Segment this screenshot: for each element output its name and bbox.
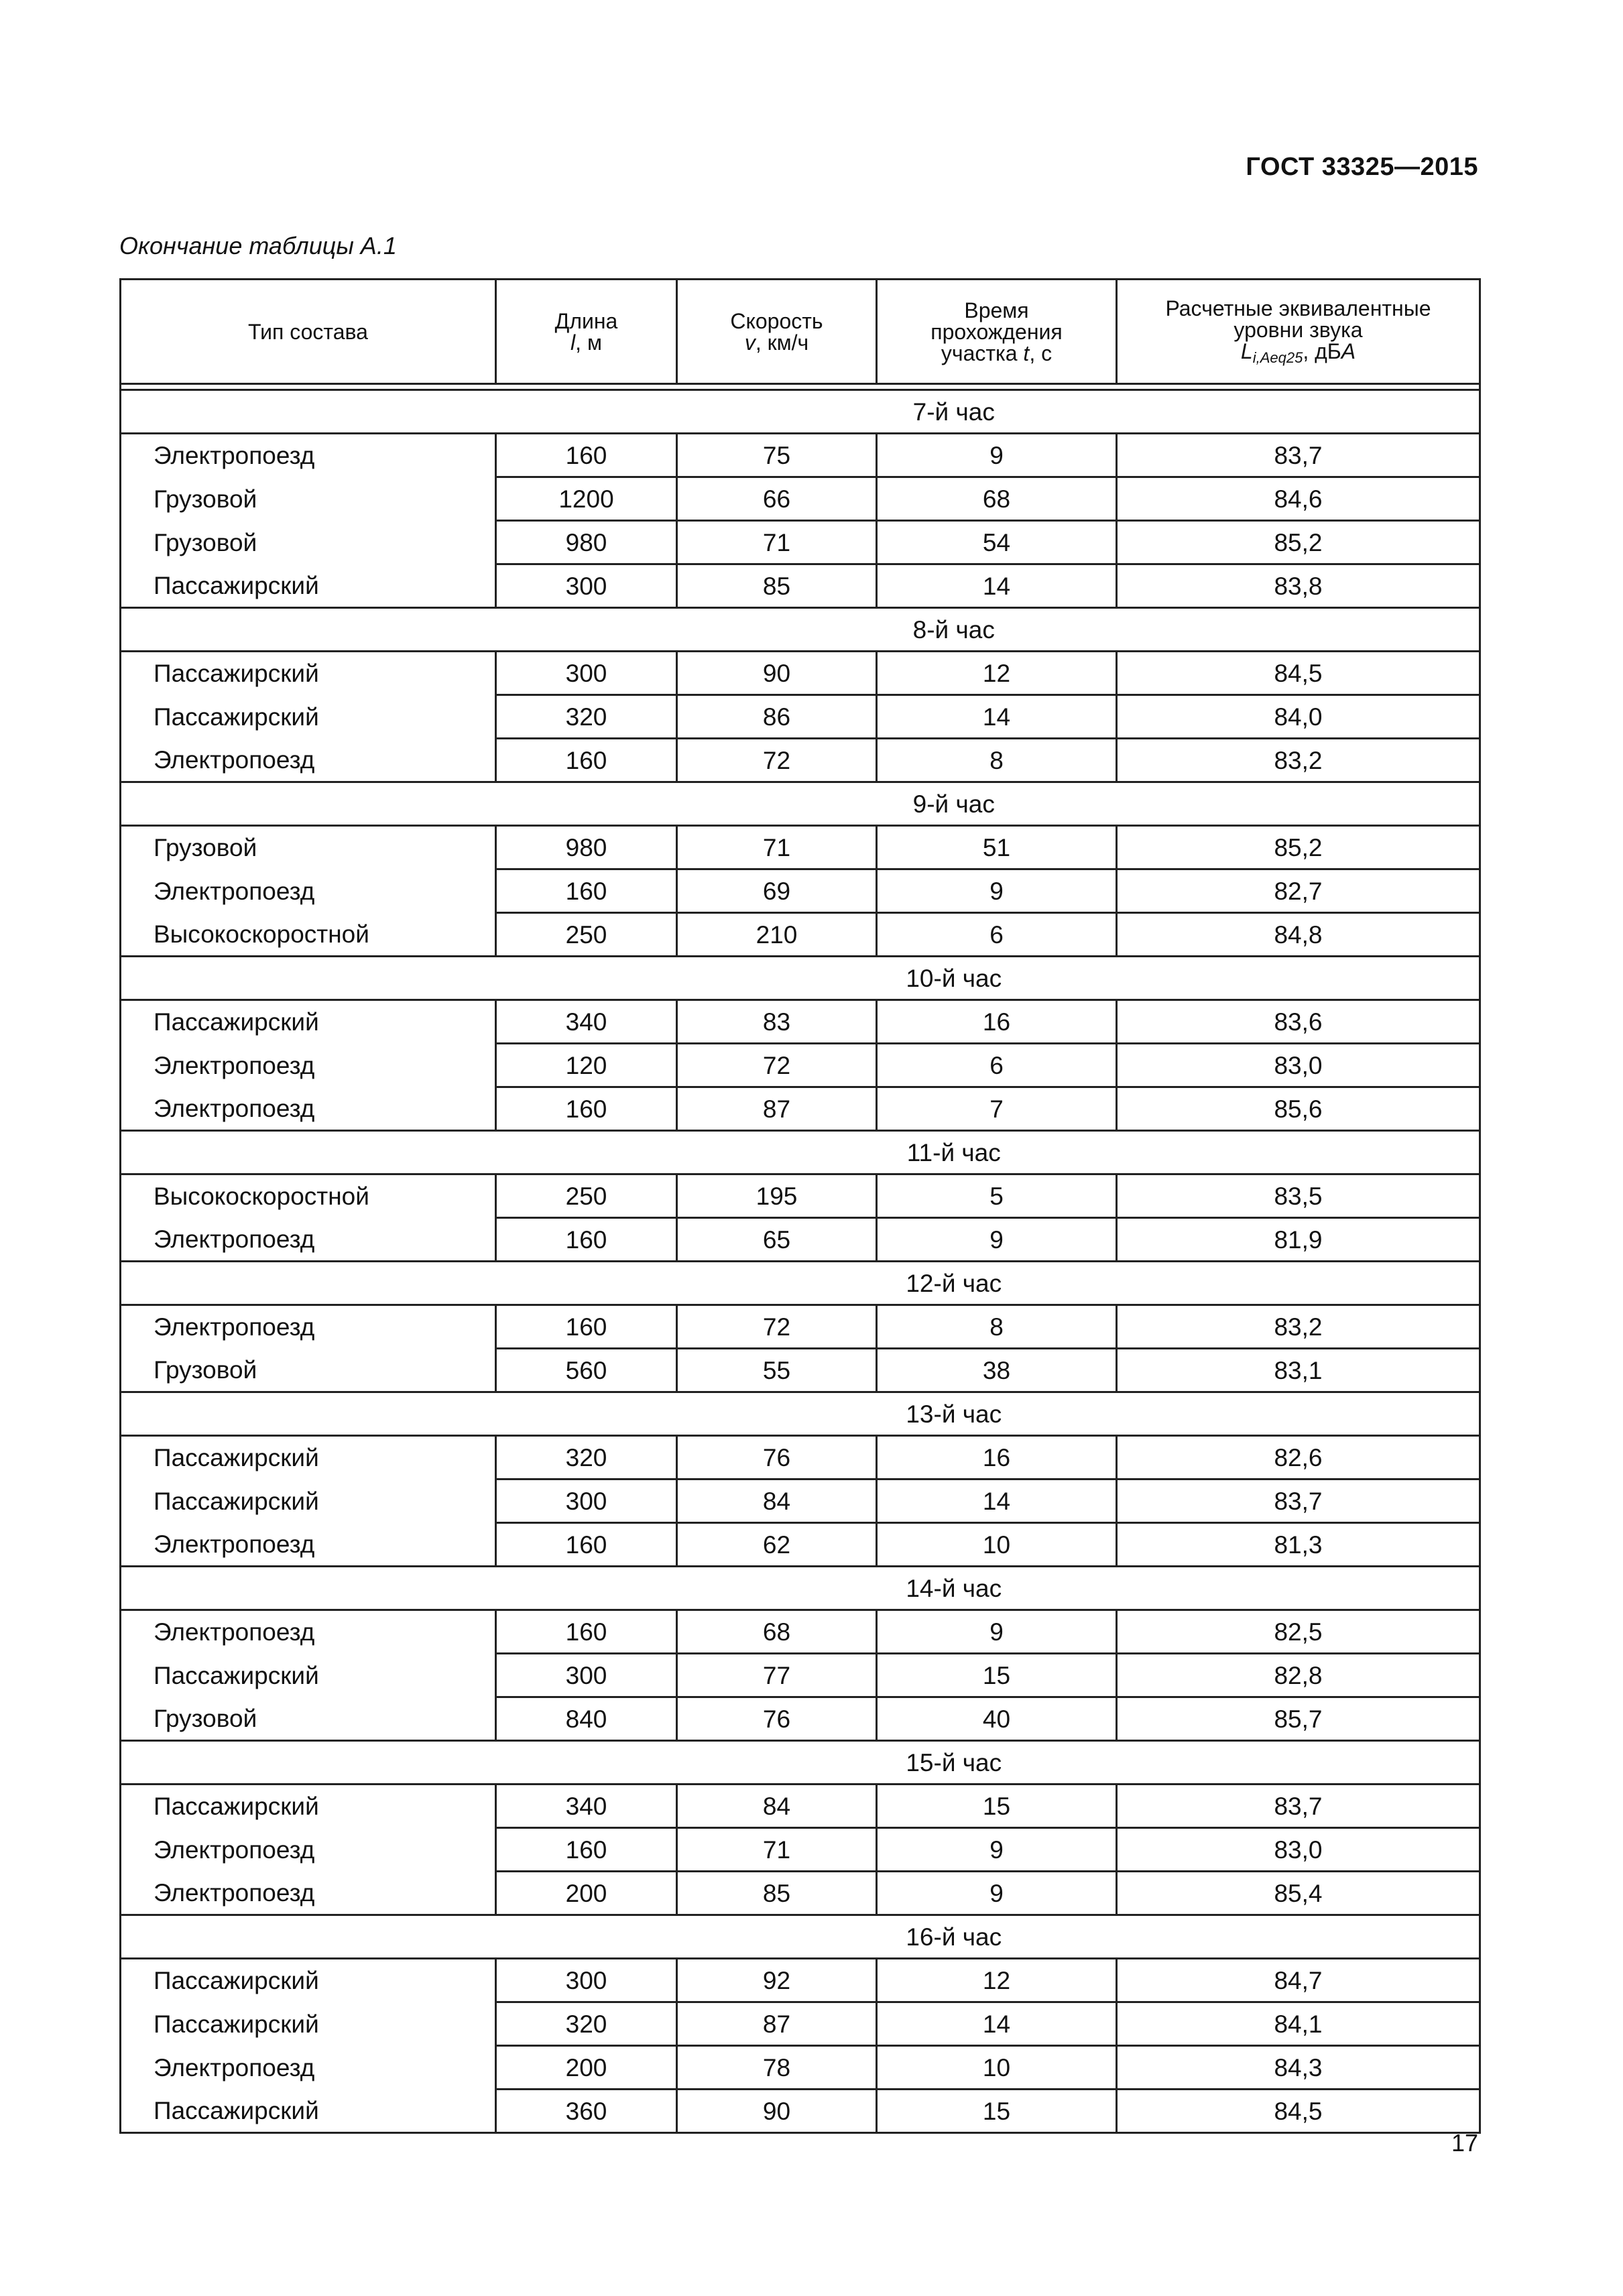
table-row	[121, 1523, 1480, 1567]
cell-speed: 76	[677, 1436, 877, 1479]
cell-time: 9	[877, 1218, 1117, 1262]
cell-type: Электропоезд	[121, 1087, 496, 1131]
cell-speed: 72	[677, 1044, 877, 1087]
table-row	[121, 1218, 1480, 1262]
cell-length: 340	[496, 1785, 677, 1828]
cell-type: Электропоезд	[121, 1872, 496, 1915]
cell-length: 300	[496, 1959, 677, 2002]
table-row	[121, 434, 1480, 477]
hour-row-blank	[121, 782, 496, 826]
hour-group-row	[121, 1392, 1480, 1436]
cell-speed: 90	[677, 652, 877, 695]
table-row	[121, 2002, 1480, 2046]
table-row	[121, 1872, 1480, 1915]
cell-length: 160	[496, 1087, 677, 1131]
cell-speed: 71	[677, 1828, 877, 1872]
cell-length: 300	[496, 1479, 677, 1523]
cell-level: 84,5	[1117, 652, 1480, 695]
hour-group-row	[121, 390, 1480, 434]
cell-time: 8	[877, 1305, 1117, 1349]
cell-time: 68	[877, 477, 1117, 521]
cell-time: 14	[877, 2002, 1117, 2046]
cell-level: 83,0	[1117, 1044, 1480, 1087]
cell-level: 85,7	[1117, 1697, 1480, 1741]
table-row	[121, 2090, 1480, 2133]
cell-type: Пассажирский	[121, 1785, 496, 1828]
cell-level: 85,4	[1117, 1872, 1480, 1915]
hour-group-row	[121, 1915, 1480, 1959]
table-row	[121, 564, 1480, 608]
cell-level: 85,6	[1117, 1087, 1480, 1131]
cell-speed: 85	[677, 1872, 877, 1915]
cell-time: 51	[877, 826, 1117, 869]
cell-time: 12	[877, 652, 1117, 695]
cell-speed: 84	[677, 1479, 877, 1523]
cell-type: Пассажирский	[121, 564, 496, 608]
table-row	[121, 869, 1480, 913]
hour-label: 8-й час	[496, 608, 1480, 652]
cell-time: 14	[877, 564, 1117, 608]
hour-group-row	[121, 1567, 1480, 1610]
cell-level: 83,0	[1117, 1828, 1480, 1872]
hour-label: 11-й час	[496, 1131, 1480, 1174]
hour-label: 15-й час	[496, 1741, 1480, 1785]
cell-level: 82,7	[1117, 869, 1480, 913]
cell-length: 160	[496, 1523, 677, 1567]
cell-speed: 87	[677, 2002, 877, 2046]
cell-length: 1200	[496, 477, 677, 521]
cell-length: 840	[496, 1697, 677, 1741]
cell-length: 340	[496, 1000, 677, 1044]
table-row	[121, 1785, 1480, 1828]
cell-type: Электропоезд	[121, 1523, 496, 1567]
cell-type: Грузовой	[121, 521, 496, 564]
cell-type: Электропоезд	[121, 1305, 496, 1349]
cell-level: 83,7	[1117, 1785, 1480, 1828]
cell-speed: 77	[677, 1654, 877, 1697]
cell-speed: 85	[677, 564, 877, 608]
cell-length: 560	[496, 1349, 677, 1392]
hour-row-blank	[121, 1915, 496, 1959]
cell-length: 980	[496, 826, 677, 869]
cell-time: 54	[877, 521, 1117, 564]
cell-speed: 92	[677, 1959, 877, 2002]
hour-row-blank	[121, 608, 496, 652]
cell-length: 160	[496, 869, 677, 913]
table-row	[121, 477, 1480, 521]
cell-speed: 69	[677, 869, 877, 913]
table-row	[121, 1610, 1480, 1654]
cell-type: Пассажирский	[121, 1436, 496, 1479]
cell-time: 8	[877, 739, 1117, 782]
cell-speed: 78	[677, 2046, 877, 2090]
cell-length: 250	[496, 913, 677, 957]
cell-time: 9	[877, 434, 1117, 477]
cell-level: 84,6	[1117, 477, 1480, 521]
cell-speed: 76	[677, 1697, 877, 1741]
cell-length: 320	[496, 695, 677, 739]
cell-length: 300	[496, 1654, 677, 1697]
hour-label: 14-й час	[496, 1567, 1480, 1610]
cell-level: 85,2	[1117, 521, 1480, 564]
cell-time: 15	[877, 2090, 1117, 2133]
hour-label: 7-й час	[496, 390, 1480, 434]
cell-length: 160	[496, 1305, 677, 1349]
hour-group-row	[121, 608, 1480, 652]
cell-level: 84,7	[1117, 1959, 1480, 2002]
cell-type: Пассажирский	[121, 2090, 496, 2133]
cell-length: 320	[496, 1436, 677, 1479]
cell-speed: 62	[677, 1523, 877, 1567]
hour-label: 16-й час	[496, 1915, 1480, 1959]
table-row	[121, 739, 1480, 782]
cell-level: 84,8	[1117, 913, 1480, 957]
hour-group-row	[121, 782, 1480, 826]
cell-time: 38	[877, 1349, 1117, 1392]
cell-type: Пассажирский	[121, 1000, 496, 1044]
cell-type: Электропоезд	[121, 739, 496, 782]
cell-level: 81,3	[1117, 1523, 1480, 1567]
table-row	[121, 1697, 1480, 1741]
cell-length: 160	[496, 739, 677, 782]
cell-speed: 68	[677, 1610, 877, 1654]
cell-length: 320	[496, 2002, 677, 2046]
cell-time: 7	[877, 1087, 1117, 1131]
cell-type: Пассажирский	[121, 1654, 496, 1697]
col-header-speed: Скорость v, км/ч	[677, 280, 877, 384]
cell-level: 84,3	[1117, 2046, 1480, 2090]
cell-level: 83,1	[1117, 1349, 1480, 1392]
cell-speed: 210	[677, 913, 877, 957]
cell-length: 250	[496, 1174, 677, 1218]
cell-time: 9	[877, 869, 1117, 913]
cell-length: 160	[496, 1218, 677, 1262]
cell-time: 15	[877, 1654, 1117, 1697]
cell-time: 40	[877, 1697, 1117, 1741]
cell-level: 82,6	[1117, 1436, 1480, 1479]
col-header-length: Длина l, м	[496, 280, 677, 384]
table-row	[121, 652, 1480, 695]
hour-row-blank	[121, 1741, 496, 1785]
cell-type: Грузовой	[121, 1349, 496, 1392]
cell-speed: 75	[677, 434, 877, 477]
hour-label: 10-й час	[496, 957, 1480, 1000]
cell-type: Пассажирский	[121, 1959, 496, 2002]
cell-length: 300	[496, 564, 677, 608]
table-row	[121, 1479, 1480, 1523]
cell-length: 980	[496, 521, 677, 564]
cell-time: 6	[877, 913, 1117, 957]
cell-length: 200	[496, 1872, 677, 1915]
hour-row-blank	[121, 1131, 496, 1174]
table-row	[121, 1044, 1480, 1087]
cell-speed: 71	[677, 826, 877, 869]
cell-speed: 55	[677, 1349, 877, 1392]
cell-speed: 72	[677, 1305, 877, 1349]
cell-length: 160	[496, 1610, 677, 1654]
table-row	[121, 826, 1480, 869]
cell-level: 83,2	[1117, 1305, 1480, 1349]
table-caption: Окончание таблицы А.1	[119, 232, 397, 259]
table-row	[121, 1654, 1480, 1697]
hour-row-blank	[121, 1567, 496, 1610]
table-row	[121, 1349, 1480, 1392]
table-header-row	[121, 280, 1480, 384]
cell-level: 84,0	[1117, 695, 1480, 739]
col-header-time: Время прохождения участка t, с	[877, 280, 1117, 384]
document-code: ГОСТ 33325—2015	[1246, 153, 1478, 181]
cell-type: Электропоезд	[121, 1610, 496, 1654]
cell-time: 5	[877, 1174, 1117, 1218]
hour-group-row	[121, 1131, 1480, 1174]
cell-type: Электропоезд	[121, 2046, 496, 2090]
cell-type: Грузовой	[121, 826, 496, 869]
cell-type: Пассажирский	[121, 1479, 496, 1523]
cell-time: 16	[877, 1000, 1117, 1044]
table-row	[121, 695, 1480, 739]
cell-length: 200	[496, 2046, 677, 2090]
cell-length: 120	[496, 1044, 677, 1087]
cell-type: Грузовой	[121, 1697, 496, 1741]
cell-level: 83,7	[1117, 434, 1480, 477]
cell-speed: 86	[677, 695, 877, 739]
cell-type: Электропоезд	[121, 434, 496, 477]
cell-level: 81,9	[1117, 1218, 1480, 1262]
table-row	[121, 1174, 1480, 1218]
cell-speed: 72	[677, 739, 877, 782]
cell-speed: 87	[677, 1087, 877, 1131]
cell-speed: 65	[677, 1218, 877, 1262]
table-row	[121, 1828, 1480, 1872]
hour-group-row	[121, 1262, 1480, 1305]
cell-time: 15	[877, 1785, 1117, 1828]
hour-row-blank	[121, 957, 496, 1000]
train-noise-table	[119, 278, 1481, 2134]
cell-type: Электропоезд	[121, 869, 496, 913]
cell-time: 9	[877, 1828, 1117, 1872]
cell-speed: 90	[677, 2090, 877, 2133]
cell-level: 84,5	[1117, 2090, 1480, 2133]
cell-time: 14	[877, 1479, 1117, 1523]
page-number: 17	[1451, 2129, 1478, 2157]
cell-level: 83,5	[1117, 1174, 1480, 1218]
hour-label: 12-й час	[496, 1262, 1480, 1305]
table-row	[121, 1959, 1480, 2002]
cell-level: 85,2	[1117, 826, 1480, 869]
hour-group-row	[121, 1741, 1480, 1785]
cell-level: 82,8	[1117, 1654, 1480, 1697]
cell-speed: 84	[677, 1785, 877, 1828]
cell-level: 83,6	[1117, 1000, 1480, 1044]
cell-time: 14	[877, 695, 1117, 739]
table-row	[121, 1436, 1480, 1479]
hour-group-row	[121, 957, 1480, 1000]
cell-level: 83,8	[1117, 564, 1480, 608]
col-header-level: Расчетные эквивалентные уровни звука $L_{i,Aeq25}$, дБА	[1117, 280, 1480, 384]
cell-length: 360	[496, 2090, 677, 2133]
hour-row-blank	[121, 1392, 496, 1436]
cell-time: 6	[877, 1044, 1117, 1087]
cell-time: 9	[877, 1610, 1117, 1654]
cell-type: Высокоскоростной	[121, 1174, 496, 1218]
cell-type: Электропоезд	[121, 1218, 496, 1262]
cell-length: 300	[496, 652, 677, 695]
cell-speed: 71	[677, 521, 877, 564]
cell-level: 84,1	[1117, 2002, 1480, 2046]
hour-row-blank	[121, 390, 496, 434]
table-row	[121, 521, 1480, 564]
cell-type: Пассажирский	[121, 2002, 496, 2046]
table-row	[121, 2046, 1480, 2090]
table-row	[121, 913, 1480, 957]
table-row	[121, 1305, 1480, 1349]
cell-time: 10	[877, 2046, 1117, 2090]
cell-length: 160	[496, 434, 677, 477]
cell-time: 10	[877, 1523, 1117, 1567]
cell-type: Электропоезд	[121, 1044, 496, 1087]
col-header-type: Тип состава	[121, 280, 496, 384]
header-spacer	[121, 384, 1480, 390]
cell-time: 9	[877, 1872, 1117, 1915]
cell-speed: 83	[677, 1000, 877, 1044]
cell-time: 16	[877, 1436, 1117, 1479]
cell-type: Электропоезд	[121, 1828, 496, 1872]
cell-time: 12	[877, 1959, 1117, 2002]
table-body	[121, 384, 1480, 2133]
hour-label: 9-й час	[496, 782, 1480, 826]
cell-level: 82,5	[1117, 1610, 1480, 1654]
cell-type: Грузовой	[121, 477, 496, 521]
cell-speed: 195	[677, 1174, 877, 1218]
cell-type: Пассажирский	[121, 652, 496, 695]
cell-type: Пассажирский	[121, 695, 496, 739]
cell-type: Высокоскоростной	[121, 913, 496, 957]
cell-length: 160	[496, 1828, 677, 1872]
cell-speed: 66	[677, 477, 877, 521]
hour-row-blank	[121, 1262, 496, 1305]
table-row	[121, 1087, 1480, 1131]
cell-level: 83,2	[1117, 739, 1480, 782]
hour-label: 13-й час	[496, 1392, 1480, 1436]
table-row	[121, 1000, 1480, 1044]
cell-level: 83,7	[1117, 1479, 1480, 1523]
